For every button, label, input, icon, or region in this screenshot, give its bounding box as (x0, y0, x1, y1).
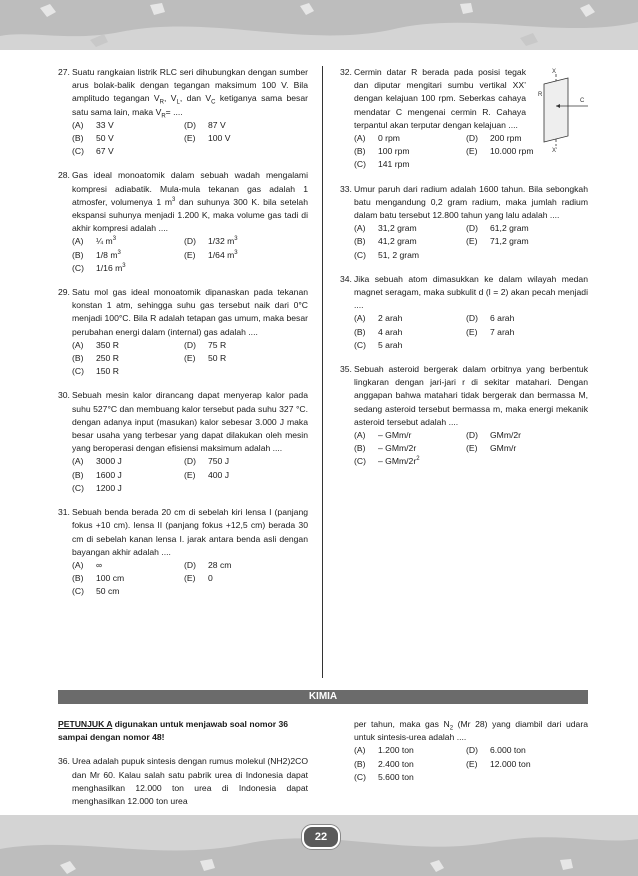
question-28 (58, 169, 308, 275)
question-31 (58, 506, 308, 598)
question-32 (340, 66, 588, 172)
option-c[interactable]: (C) 51, 2 gram (354, 249, 420, 260)
answer-options (354, 744, 588, 784)
question-27 (58, 66, 308, 158)
question-text: Suatu rangkaian listrik RLC seri dihubungkan dengan sumber arus bolak-balik dengan tegangan maksimum 100 V. Bila amplitudo tegangan $V_R$, $V_L$, dan $V_C$ ketiganya sama besar satu sama lain, maka $V_R=$ .... (72, 67, 308, 120)
answer-options (72, 235, 308, 275)
option-c[interactable]: (C) – GMm/$2r^2$ (354, 456, 420, 467)
right-column (340, 66, 588, 480)
column-divider (322, 66, 323, 678)
instruction-label: PETUNJUK A (58, 719, 113, 729)
question-number: 29. (58, 287, 70, 298)
option-b[interactable]: (B) – GMm/2r (354, 443, 417, 454)
question-33 (340, 183, 588, 262)
option-b[interactable]: (B) 100 rpm (354, 146, 410, 157)
option-b[interactable]: (B) 50 V (72, 133, 114, 144)
question-text: Gas ideal monoatomik dalam sebuah wadah mengalami kompresi adiabatik. Mula-mula tekanan gas adalah 1 atmosfer, volumenya 1 $m^3$ dan suhunya 300 K. bila setelah ekspansi suhunya menjadi 1.200 K, maka volume gas tadi di akhir kompresi adalah .... (72, 170, 308, 234)
question-number: 27. (58, 67, 70, 77)
kimia-right-column (340, 718, 588, 795)
question-number: 36. (58, 756, 70, 767)
option-b[interactable]: (B) 250 R (72, 353, 119, 364)
question-text: Sebuah mesin kalor dirancang dapat menyerap kalor pada suhu 527°C dan membuang kalor tersebut pada suhu 327 °C. dengan adanya input (masukan) kalor sebesar 3.000 J maka besar usaha yang terbesar yang dapat dilakukan oleh mesin yang beroperasi dengan efisiensi maksimum adalah .... (72, 390, 308, 454)
left-column (58, 66, 308, 610)
question-number: 30. (58, 390, 70, 401)
answer-options (354, 312, 588, 352)
option-d[interactable]: (D) 87 V (184, 119, 226, 130)
page-number-badge: 22 (302, 825, 340, 849)
option-a[interactable]: (A) ¼ $m^3$ (72, 236, 117, 247)
question-number: 35. (340, 364, 352, 375)
question-text: Urea adalah pupuk sintesis dengan rumus molekul (NH2)2CO dan Mr 60. Kalau salah satu pabrik urea di Indonesia dapat menghasilkan 12.000 ton urea di Indonesia dapat menghasilkan 12.000 ton urea (72, 756, 308, 807)
option-a[interactable]: (A) 0 rpm (354, 133, 400, 144)
option-a[interactable]: (A) – GMm/r (354, 430, 412, 441)
question-text: Sebuah benda berada 20 cm di sebelah kiri lensa I (panjang fokus +10 cm). lensa II (panjang fokus +12,5 cm) berada 30 cm di sebelah kanan lensa I. jarak antara benda asli dengan bayangan akhir adalah .... (72, 507, 308, 557)
answer-options (354, 132, 534, 172)
option-e[interactable]: (E) 12.000 ton (466, 758, 531, 769)
option-c[interactable]: (C) 150 R (72, 366, 119, 377)
option-b[interactable]: (B) 100 cm (72, 573, 125, 584)
answer-options (72, 559, 308, 599)
question-text: Satu mol gas ideal monoatomik dipanaskan pada tekanan konstan 1 atm, sehingga suhu gas tersebut naik dari 0°C menjadi 100°C. Bila R adalah tetapan gas umum, maka besar perubahan energi dalam (internal) gas adalah .... (72, 287, 308, 337)
answer-options (72, 339, 308, 379)
option-b[interactable]: (B) 1/8 $m^3$ (72, 249, 121, 260)
question-number: 32. (340, 67, 352, 77)
option-d[interactable]: (D) GMm/2r (466, 430, 522, 441)
option-c[interactable]: (C) 67 V (72, 146, 114, 157)
option-d[interactable]: (D) 28 cm (184, 559, 232, 570)
question-text: Sebuah asteroid bergerak dalam orbitnya yang berbentuk lingkaran dengan jari-jari r di sekitar matahari. Dengan anggapan bahwa matahari tidak bergerak dan bermassa M, sedang asteroid tersebut bermassa m, maka energi mekanik asteroid tersebut adalah .... (354, 364, 588, 427)
option-e[interactable]: (E) GMm/r (466, 443, 517, 454)
option-c[interactable]: (C) 5 arah (354, 339, 403, 350)
option-a[interactable]: (A) ∞ (72, 559, 103, 570)
option-b[interactable]: (B) 4 arah (354, 326, 403, 337)
question-36 (58, 755, 308, 808)
option-e[interactable]: (E) 0 (184, 573, 213, 584)
option-d[interactable]: (D) 6.000 ton (466, 745, 526, 756)
option-a[interactable]: (A) 350 R (72, 339, 119, 350)
option-a[interactable]: (A) 1.200 ton (354, 745, 414, 756)
option-e[interactable]: (E) 400 J (184, 469, 230, 480)
question-35 (340, 363, 588, 469)
option-a[interactable]: (A) 33 V (72, 119, 114, 130)
question-34 (340, 273, 588, 352)
option-a[interactable]: (A) 2 arah (354, 313, 403, 324)
light-label: C (580, 98, 585, 104)
option-c[interactable]: (C) 1200 J (72, 482, 122, 493)
option-a[interactable]: (A) 3000 J (72, 456, 122, 467)
question-number: 34. (340, 273, 352, 284)
question-36-continued (340, 718, 588, 784)
mirror-label: R (538, 92, 543, 98)
option-e[interactable]: (E) 1/64 $m^3$ (184, 249, 238, 260)
question-text: Jika sebuah atom dimasukkan ke dalam wilayah medan magnet seragam, maka subkulit d (l = 2) akan pecah menjadi .... (354, 273, 588, 311)
question-29 (58, 286, 308, 378)
option-a[interactable]: (A) 31,2 gram (354, 223, 417, 234)
answer-options (72, 455, 308, 495)
option-b[interactable]: (B) 2.400 ton (354, 758, 414, 769)
option-c[interactable]: (C) 5.600 ton (354, 771, 414, 782)
header-decoration (0, 0, 638, 50)
option-e[interactable]: (E) 100 V (184, 133, 231, 144)
rotating-mirror-figure (530, 66, 588, 152)
option-b[interactable]: (B) 41,2 gram (354, 236, 417, 247)
option-d[interactable]: (D) 200 rpm (466, 133, 522, 144)
question-number: 31. (58, 507, 70, 518)
answer-options (72, 119, 308, 159)
instructions: PETUNJUK A digunakan untuk menjawab soal nomor 36 sampai dengan nomor 48! (58, 719, 289, 743)
option-b[interactable]: (B) 1600 J (72, 469, 122, 480)
question-number: 33. (340, 183, 352, 194)
option-c[interactable]: (C) 141 rpm (354, 159, 410, 170)
option-e[interactable]: (E) 7 arah (466, 326, 515, 337)
question-text: Umur paruh dari radium adalah 1600 tahun. Bila sebongkah batu mengandung 0,2 gram radium, maka jumlah radium dalam batu tersebut 12.800 tahun yang lalu adalah .... (354, 183, 588, 221)
option-c[interactable]: (C) 50 cm (72, 586, 120, 597)
kimia-left-column (58, 718, 308, 819)
option-d[interactable]: (D) 6 arah (466, 313, 515, 324)
option-e[interactable]: (E) 71,2 gram (466, 236, 529, 247)
option-c[interactable]: (C) 1/16 $m^3$ (72, 262, 126, 273)
question-text: per tahun, maka gas $N_2$ (Mr 28) yang diambil dari udara untuk sintesis-urea adalah .... (354, 719, 588, 743)
question-text: X X' R C Cermin datar R berada pada posisi tegak dan diputar mengitari sumbu vertikal XX’ dengan kelajuan 100 rpm. Seberkas cahaya mendatar C mengenai cermin R. Cahaya terpantul akan terputar dengan kelajuan .... (354, 66, 588, 132)
option-d[interactable]: (D) 1/32 $m^3$ (184, 236, 238, 247)
answer-options (354, 429, 588, 469)
option-d[interactable]: (D) 75 R (184, 339, 227, 350)
option-d[interactable]: (D) 61,2 gram (466, 223, 529, 234)
question-30 (58, 389, 308, 495)
axis-label-x-prime: X' (552, 148, 558, 152)
answer-options (354, 222, 588, 262)
page-header-band (0, 0, 638, 50)
axis-label-x: X (552, 69, 557, 75)
option-e[interactable]: (E) 10.000 rpm (466, 146, 534, 157)
section-title-bar: KIMIA (58, 690, 588, 704)
question-number: 28. (58, 170, 70, 181)
option-d[interactable]: (D) 750 J (184, 456, 230, 467)
option-e[interactable]: (E) 50 R (184, 353, 227, 364)
